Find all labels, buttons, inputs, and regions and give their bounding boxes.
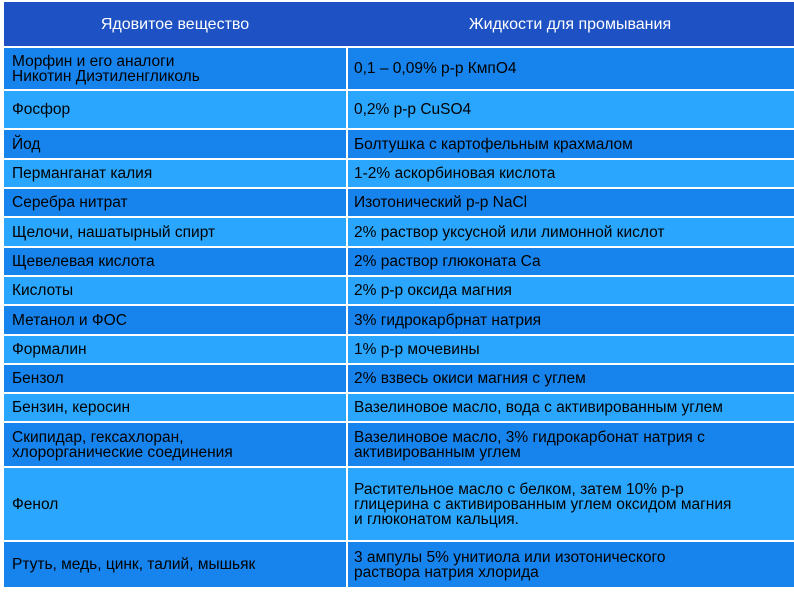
- poison-cell: Морфин и его аналоги Никотин Диэтиленгликоль: [12, 52, 200, 85]
- liquid-cell: 3% гидрокарбрнат натрия: [354, 311, 542, 329]
- poison-cell: Кислоты: [12, 282, 74, 299]
- poison-cell: Скипидар, гексахлоран, хлорорганические соединения: [12, 428, 233, 461]
- liquid-cell: 1-2% аскорбиновая кислота: [354, 165, 556, 182]
- table-row: [4, 392, 794, 421]
- poison-cell: Йод: [12, 135, 41, 153]
- poison-cell: Щелочи, нашатырный спирт: [12, 223, 216, 241]
- table-row: [4, 246, 794, 275]
- table-row: [4, 158, 794, 187]
- poison-cell: Метанол и ФОС: [12, 311, 127, 329]
- liquid-cell: 2% р-р оксида магния: [354, 282, 512, 299]
- liquid-cell: Вазелиновое масло, 3% гидрокарбонат натрия с активированным углем: [354, 428, 705, 461]
- table-row: [4, 334, 794, 363]
- liquid-cell: 0,1 – 0,09% р-р КмпО4: [354, 60, 517, 77]
- header-poison: Ядовитое вещество: [100, 15, 250, 33]
- table-row: [4, 275, 794, 304]
- poison-cell: Бензин, керосин: [12, 399, 131, 416]
- table-header-row: [4, 2, 794, 46]
- table-row: [4, 216, 794, 246]
- antidote-table: [4, 2, 794, 587]
- liquid-cell: 2% раствор глюконата Са: [354, 253, 541, 270]
- poison-cell: Ртуть, медь, цинк, талий, мышьяк: [12, 556, 256, 573]
- table-row: [4, 89, 794, 128]
- liquid-cell: 2% взвесь окиси магния с углем: [354, 370, 586, 387]
- liquid-cell: Изотонический р-р NaCl: [354, 194, 528, 211]
- table-row: [4, 540, 794, 587]
- poison-cell: Фенол: [12, 495, 59, 513]
- table-row: [4, 46, 794, 89]
- poison-cell: Щевелевая кислота: [12, 253, 155, 270]
- liquid-cell: Растительное масло с белком, затем 10% р-р глицерина с активированным углем оксидом магния и глюконатом кальция.: [354, 480, 732, 528]
- liquid-cell: 2% раствор уксусной или лимонной кислот: [354, 223, 665, 241]
- poison-cell: Фосфор: [12, 101, 71, 118]
- liquid-cell: 1% р-р мочевины: [354, 341, 480, 358]
- poison-cell: Серебра нитрат: [12, 194, 128, 211]
- table-row: [4, 363, 794, 392]
- poison-cell: Перманганат калия: [12, 165, 153, 182]
- header-liquid: Жидкости для промывания: [468, 15, 672, 33]
- table-row: [4, 466, 794, 540]
- liquid-cell: Вазелиновое масло, вода с активированным углем: [354, 399, 723, 416]
- liquid-cell: 3 ампулы 5% унитиола или изотонического раствора натрия хлорида: [354, 548, 666, 581]
- table-row: [4, 421, 794, 466]
- column-divider: [346, 46, 348, 595]
- liquid-cell: Болтушка с картофельным крахмалом: [354, 135, 633, 153]
- table-row: [4, 304, 794, 334]
- poison-cell: Бензол: [12, 370, 64, 387]
- table-row: [4, 187, 794, 216]
- table-row: [4, 128, 794, 158]
- poison-cell: Формалин: [12, 341, 87, 358]
- liquid-cell: 0,2% р-р CuSO4: [354, 101, 472, 118]
